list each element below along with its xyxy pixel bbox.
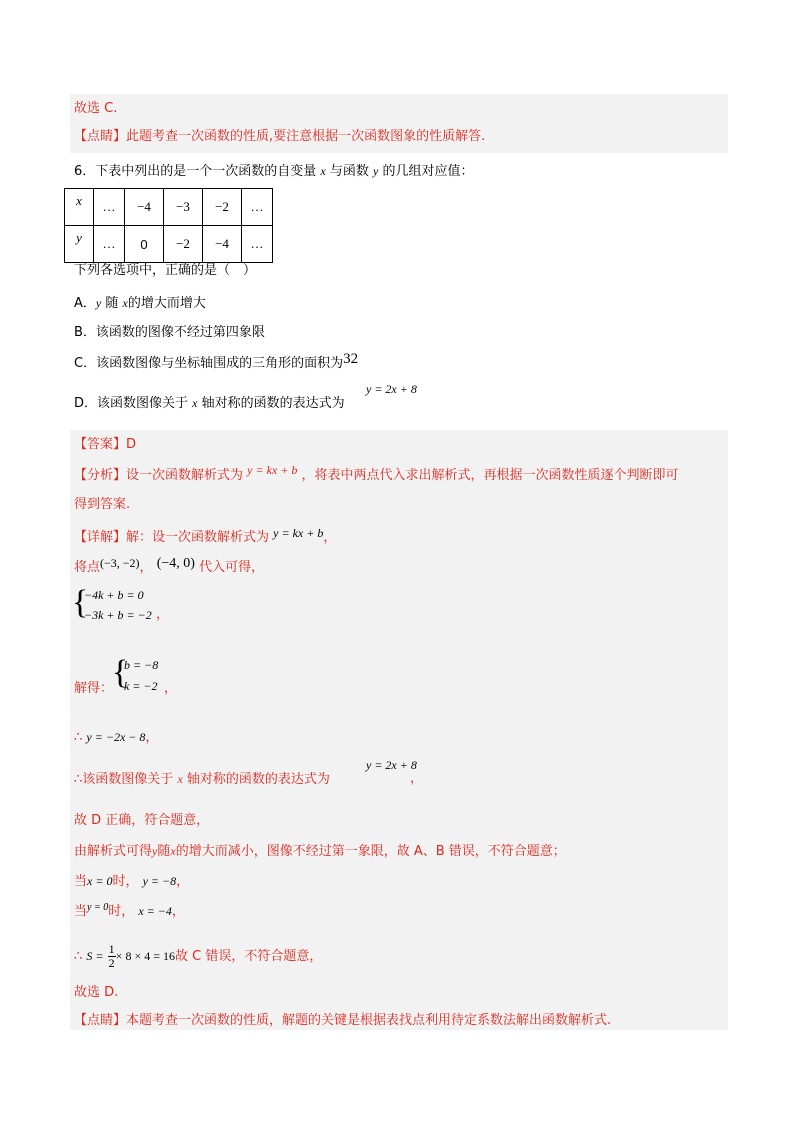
value-table (64, 188, 273, 263)
result-line: ∴ y = −2x − 8， (74, 730, 159, 745)
option-c: C．该函数图像与坐标轴围成的三角形的面积为32 (74, 351, 359, 371)
area-line: ∴ S = $\frac{1}{2}$ × 8 × 4 = 16故 C 错误，不符合题意， (74, 942, 323, 970)
solution-end: ， (164, 681, 178, 696)
substitute-line: 将点(−3, −2)， (−4, 0) 代入可得， (74, 556, 265, 575)
table-cell: −2 (203, 189, 242, 226)
solve-label: 解得： (74, 681, 114, 696)
option-a: A．y 随 x的增大而增大 (74, 296, 206, 311)
previous-choice: 故选 C. (74, 101, 118, 116)
table-row-x (65, 189, 273, 226)
option-d-expression: y = 2x + 8 (366, 382, 417, 396)
option-b: B．该函数的图像不经过第四象限 (74, 325, 265, 340)
area-fraction: $\frac{1}{2}$ (108, 942, 115, 970)
solution-brace: { (112, 654, 129, 691)
table-cell: … (242, 189, 273, 226)
y-zero-line: 当$^{y = 0}$时， x = −4， (74, 902, 185, 919)
question-stem: 6．下表中列出的是一个一次函数的自变量 x 与函数 y 的几组对应值： (74, 164, 474, 179)
table-cell: y (65, 226, 94, 263)
d-correct-line: 故 D 正确，符合题意， (74, 813, 210, 828)
table-cell: −3 (164, 189, 203, 226)
detail-line: 【详解】解：设一次函数解析式为 y = kx + b， (74, 526, 337, 545)
analysis-line-2: 得到答案. (74, 497, 131, 512)
solution-b: b = −8 (124, 658, 159, 672)
system-brace: { (72, 584, 89, 621)
table-row-y (65, 226, 273, 263)
system-equation-1: −4k + b = 0 (84, 588, 144, 602)
table-cell: −2 (164, 226, 203, 263)
option-d: D．该函数图像关于 x 轴对称的函数的表达式为 (74, 396, 345, 411)
table-cell: … (94, 189, 125, 226)
table-cell: −4 (203, 226, 242, 263)
x-zero-line: 当x = 0时， y = −8， (74, 874, 190, 889)
system-equation-2: −3k + b = −2 (84, 608, 152, 622)
final-choice: 故选 D. (74, 985, 119, 1000)
table-cell: 0 (125, 226, 164, 263)
answer-line: 【答案】D (74, 437, 137, 452)
table-cell: −4 (125, 189, 164, 226)
symmetric-expression: y = 2x + 8 (366, 758, 417, 772)
analysis-line: 【分析】设一次函数解析式为 y = kx + b ，将表中两点代入求出解析式，再根据一次函数性质逐个判断即可 (74, 463, 679, 483)
symmetric-line: ∴该函数图像关于 x 轴对称的函数的表达式为 (74, 772, 330, 787)
question-prompt: 下列各选项中，正确的是（ ） (74, 263, 257, 278)
table-cell: … (242, 226, 273, 263)
system-end: ， (156, 607, 170, 622)
symmetric-end: ， (410, 771, 424, 786)
monotonic-line: 由解析式可得y随x的增大而减小，图像不经过第一象限，故 A、B 错误，不符合题意； (74, 844, 566, 859)
table-cell: x (65, 189, 94, 226)
final-comment: 【点睛】本题考查一次函数的性质，解题的关键是根据表找点利用待定系数法解出函数解析式. (74, 1013, 612, 1028)
solution-k: k = −2 (124, 679, 158, 693)
table-cell: … (94, 226, 125, 263)
previous-comment: 【点睛】此题考查一次函数的性质,要注意根据一次函数图象的性质解答. (74, 129, 486, 144)
